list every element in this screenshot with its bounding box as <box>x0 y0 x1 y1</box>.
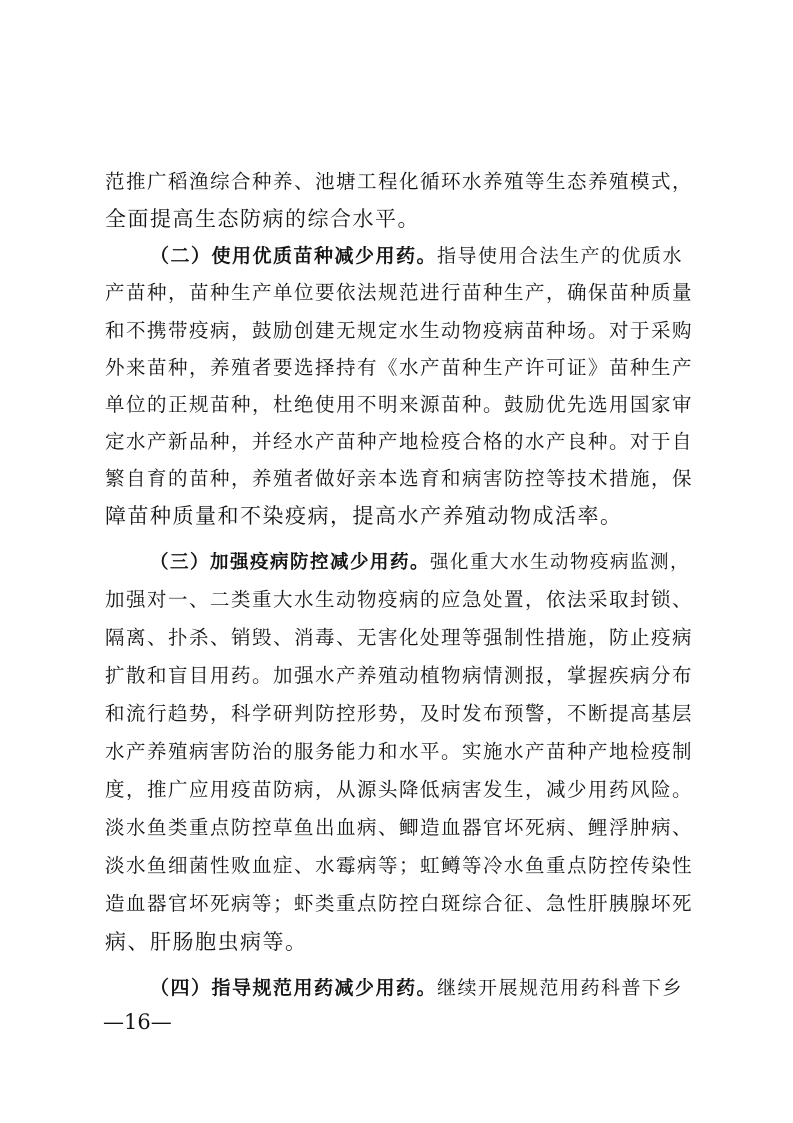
paragraph-first-line <box>150 970 695 1006</box>
paragraph-line: 造血器官坏死病等；虾类重点防控白斑综合征、急性肝胰腺坏死 <box>105 892 694 915</box>
paragraph-line: 度，推广应用疫苗防病，从源头降低病害发生，减少用药风险。 <box>105 778 694 801</box>
paragraph-text: 强化重大水生动物疫病监测， <box>430 552 691 573</box>
paragraph-line: 产苗种，苗种生产单位要依法规范进行苗种生产，确保苗种质量 <box>105 281 694 304</box>
section-heading: （三）加强疫病防控减少用药。 <box>150 552 431 573</box>
paragraph-line: 全面提高生态防病的综合水平。 <box>105 207 420 231</box>
paragraph-text: 指导使用合法生产的优质水 <box>437 245 684 267</box>
paragraph-first-line <box>150 545 695 581</box>
paragraph-line: 隔离、扑杀、销毁、消毒、无害化处理等强制性措施，防止疫病 <box>105 626 694 649</box>
paragraph-line: 加强对一、二类重大水生动物疫病的应急处置，依法采取封锁、 <box>105 588 694 611</box>
paragraph-first-line <box>150 238 695 274</box>
paragraph-line: 淡水鱼细菌性败血症、水霉病等；虹鳟等冷水鱼重点防控传染性 <box>105 854 694 877</box>
section-heading: （二）使用优质苗种减少用药。 <box>150 245 438 267</box>
paragraph-line: 外来苗种，养殖者要选择持有《水产苗种生产许可证》苗种生产 <box>105 356 694 379</box>
section-heading: （四）指导规范用药减少用药。 <box>150 977 438 999</box>
paragraph-line: 繁自育的苗种，养殖者做好亲本选育和病害防控等技术措施，保 <box>105 467 694 490</box>
paragraph-line: 单位的正规苗种，杜绝使用不明来源苗种。鼓励优先选用国家审 <box>105 393 694 416</box>
paragraph-text: 继续开展规范用药科普下乡 <box>437 977 684 999</box>
paragraph-line: 和不携带疫病，鼓励创建无规定水生动物疫病苗种场。对于采购 <box>105 319 694 342</box>
paragraph-line: 定水产新品种，并经水产苗种产地检疫合格的水产良种。对于自 <box>105 430 694 453</box>
paragraph-line: 淡水鱼类重点防控草鱼出血病、鲫造血器官坏死病、鲤浮肿病、 <box>105 816 694 839</box>
page-number: —16— <box>103 1010 172 1034</box>
paragraph-line: 范推广稻渔综合种养、池塘工程化循环水养殖等生态养殖模式， <box>105 170 694 193</box>
paragraph-line: 扩散和盲目用药。加强水产养殖动植物病情测报，掌握疾病分布 <box>105 664 694 687</box>
paragraph-line: 水产养殖病害防治的服务能力和水平。实施水产苗种产地检疫制 <box>105 740 694 763</box>
paragraph-line: 和流行趋势，科学研判防控形势，及时发布预警，不断提高基层 <box>105 702 694 725</box>
paragraph-line: 病、肝肠胞虫病等。 <box>105 930 308 954</box>
paragraph-line: 障苗种质量和不染疫病，提高水产养殖动物成活率。 <box>105 504 623 528</box>
